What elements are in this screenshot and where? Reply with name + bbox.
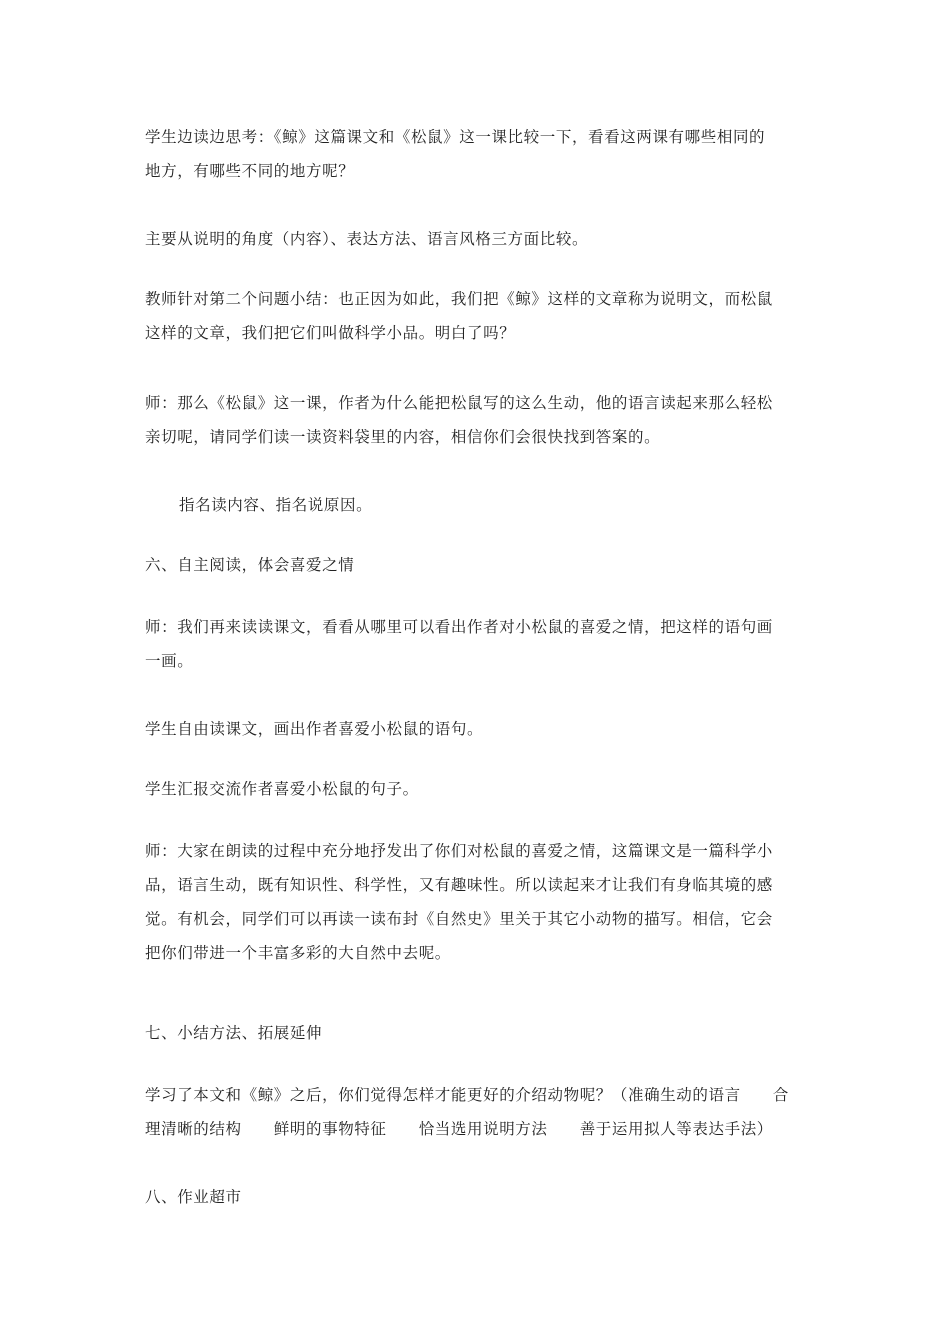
text-line: 七、小结方法、拓展延伸	[145, 1024, 323, 1042]
paragraph-teacher-conclusion	[145, 834, 810, 970]
text-line: 主要从说明的角度（内容）、表达方法、语言风格三方面比较。	[145, 230, 589, 248]
text-line: 指名读内容、指名说原因。	[179, 496, 373, 514]
text-line: 学生自由读课文，画出作者喜爱小松鼠的语句。	[145, 720, 484, 738]
text-line: 学生边读边思考：《鲸》这篇课文和《松鼠》这一课比较一下，看看这两课有哪些相同的	[145, 128, 766, 146]
paragraph-teacher-question	[145, 386, 810, 454]
text-line: 地方，有哪些不同的地方呢？	[145, 162, 355, 180]
section-heading-eight	[145, 1180, 810, 1214]
section-heading-six	[145, 548, 810, 582]
paragraph-comparison-aspects	[145, 222, 810, 256]
text-line: 六、自主阅读，体会喜爱之情	[145, 556, 355, 574]
paragraph-summary-methods	[145, 1078, 810, 1146]
text-line: 师：我们再来读读课文，看看从哪里可以看出作者对小松鼠的喜爱之情，把这样的语句画	[145, 618, 773, 636]
text-line: 师：那么《松鼠》这一课，作者为什么能把松鼠写的这么生动，他的语言读起来那么轻松	[145, 394, 773, 412]
paragraph-student-report	[145, 772, 810, 806]
text-line: 学生汇报交流作者喜爱小松鼠的句子。	[145, 780, 419, 798]
text-line: 品，语言生动，既有知识性、科学性，又有趣味性。所以读起来才让我们有身临其境的感	[145, 876, 773, 894]
text-line: 一画。	[145, 652, 194, 670]
text-line: 这样的文章，我们把它们叫做科学小品。明白了吗？	[145, 324, 516, 342]
paragraph-student-free-reading	[145, 712, 810, 746]
text-line: 学习了本文和《鲸》之后，你们觉得怎样才能更好的介绍动物呢？（准确生动的语言 合	[145, 1086, 790, 1104]
text-line: 师：大家在朗读的过程中充分地抒发出了你们对松鼠的喜爱之情，这篇课文是一篇科学小	[145, 842, 773, 860]
text-line: 把你们带进一个丰富多彩的大自然中去呢。	[145, 944, 451, 962]
section-heading-seven	[145, 1016, 810, 1050]
text-line: 亲切呢，请同学们读一读资料袋里的内容，相信你们会很快找到答案的。	[145, 428, 661, 446]
text-line: 教师针对第二个问题小结：也正因为如此，我们把《鲸》这样的文章称为说明文，而松鼠	[145, 290, 773, 308]
paragraph-reading-comparison-prompt	[145, 120, 810, 188]
paragraph-teacher-summary	[145, 282, 810, 350]
text-line: 觉。有机会，同学们可以再读一读布封《自然史》里关于其它小动物的描写。相信，它会	[145, 910, 773, 928]
text-line: 八、作业超市	[145, 1188, 242, 1206]
paragraph-named-reading	[145, 488, 810, 522]
text-line: 理清晰的结构 鲜明的事物特征 恰当选用说明方法 善于运用拟人等表达手法）	[145, 1120, 773, 1138]
paragraph-teacher-reread	[145, 610, 810, 678]
